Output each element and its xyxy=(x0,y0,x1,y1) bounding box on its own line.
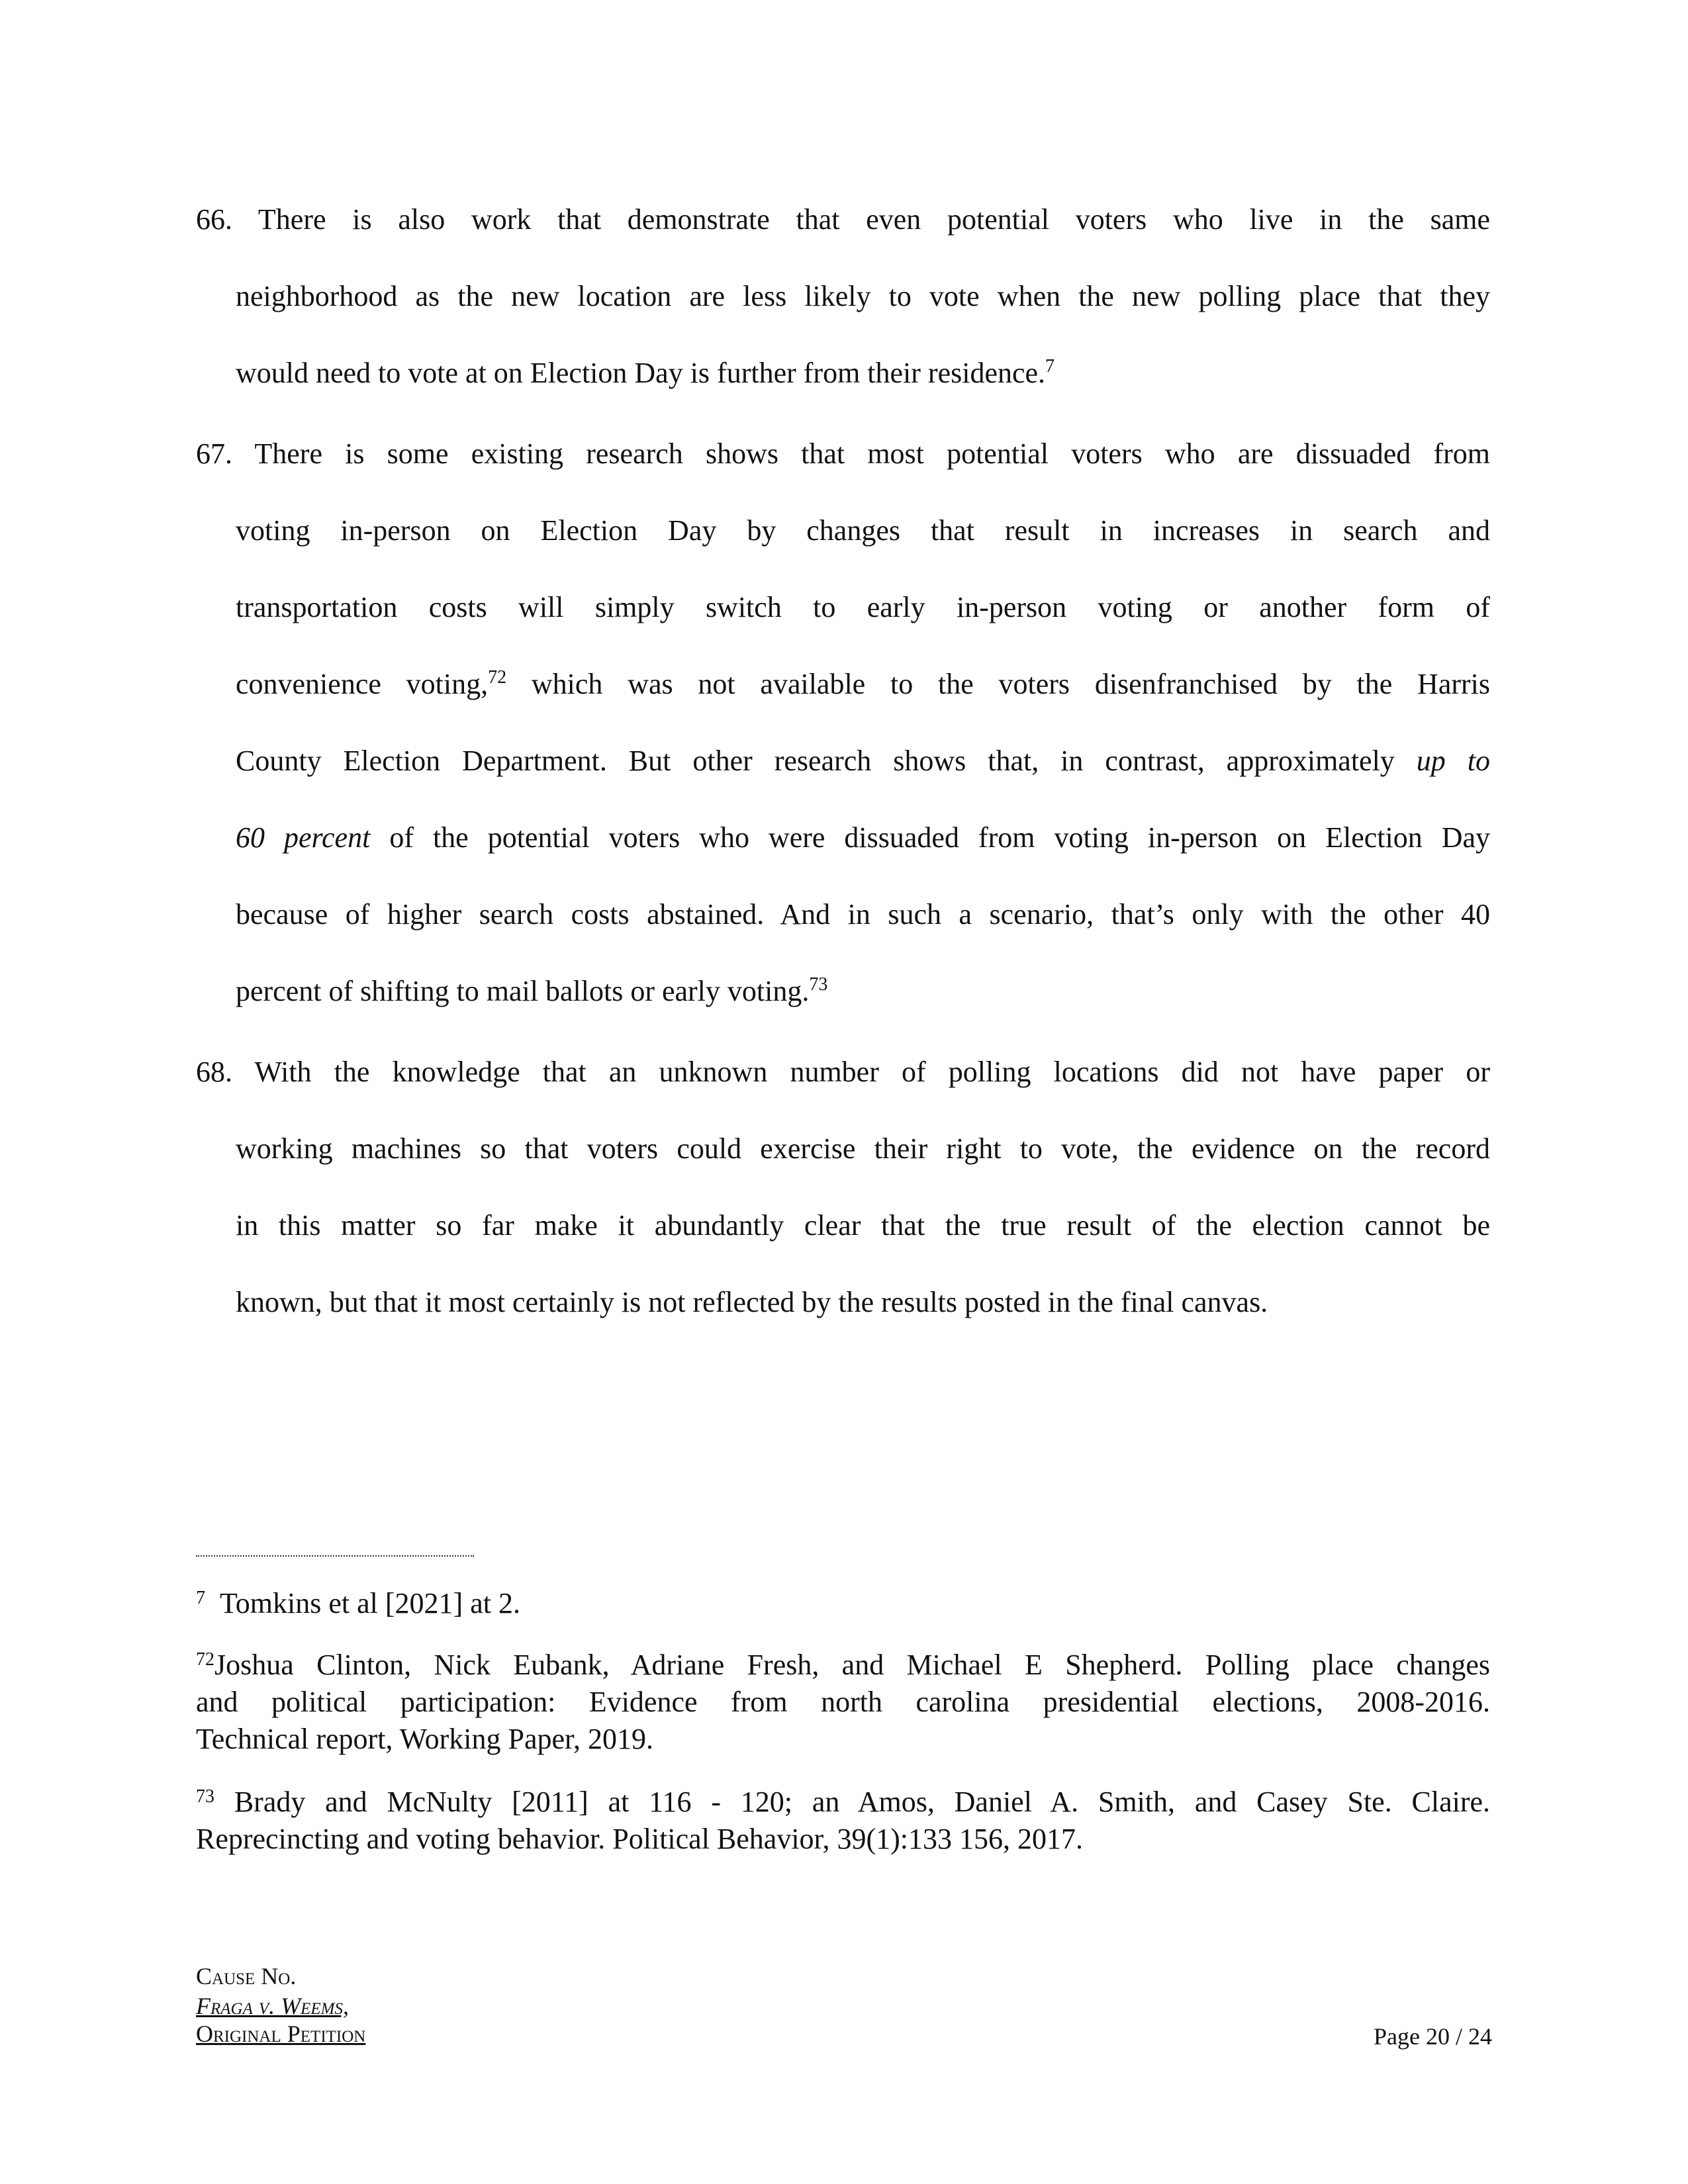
footer-case-name: Fraga v. Weems, xyxy=(196,1993,349,2019)
footnote-73 xyxy=(196,1784,1490,1858)
emphasis-up-to: up to xyxy=(1416,745,1490,777)
paragraph-67-line-6-text: of the potential voters who were dissuaded from voting in-person on Election Day xyxy=(389,821,1491,854)
paragraph-67-line-8-text: percent of shifting to mail ballots or early voting. xyxy=(236,975,810,1007)
paragraph-67-line-4-prefix: convenience voting, xyxy=(236,668,489,700)
paragraph-67-line-8 xyxy=(236,974,828,1007)
paragraph-67-line-5-text: County Election Department. But other research shows that, in contrast, approximately xyxy=(236,745,1395,777)
footnote-7-text: Tomkins et al [2021] at 2. xyxy=(220,1587,520,1619)
paragraph-68-line-4: known, but that it most certainly is not reflected by the results posted in the final canvas. xyxy=(236,1286,1268,1318)
paragraph-68-line-1: 68. With the knowledge that an unknown number of polling locations did not have paper or xyxy=(196,1056,1490,1088)
footnote-separator xyxy=(196,1555,474,1557)
footnote-7 xyxy=(196,1585,1490,1622)
paragraph-67-line-2: voting in-person on Election Day by changes that result in increases in search and xyxy=(236,514,1490,547)
paragraph-67-line-4 xyxy=(236,667,1490,700)
paragraph-66-line-1: 66. There is also work that demonstrate that even potential voters who live in the same xyxy=(196,203,1490,236)
footnote-73-line-2: Reprecincting and voting behavior. Political Behavior, 39(1):133 156, 2017. xyxy=(196,1823,1083,1855)
footnote-ref-72[interactable]: 72 xyxy=(488,667,507,688)
page-number: Page 20 / 24 xyxy=(1374,2023,1492,2050)
paragraph-68-line-3: in this matter so far make it abundantly clear that the true result of the election cannot be xyxy=(236,1209,1490,1242)
footnote-7-line-1 xyxy=(196,1585,1490,1622)
paragraph-67-line-5 xyxy=(236,747,1490,776)
footnote-73-number: 73 xyxy=(196,1786,214,1807)
footer-cause-number: Cause No. xyxy=(196,1963,297,1989)
paragraph-67-line-3: transportation costs will simply switch to early in-person voting or another form of xyxy=(236,591,1490,623)
footnote-73-line-1 xyxy=(196,1784,1490,1821)
footer-document-title: Original Petition xyxy=(196,2021,366,2047)
paragraph-67-line-1: 67. There is some existing research shows that most potential voters who are dissuaded from xyxy=(196,437,1490,470)
footnote-72-line-1 xyxy=(196,1647,1490,1684)
paragraph-66-line-3 xyxy=(236,356,1055,389)
footnote-72-line-2: and political participation: Evidence from north carolina presidential elections, 2008-2016. xyxy=(196,1686,1490,1718)
footnote-ref-73[interactable]: 73 xyxy=(809,974,828,995)
footnote-ref-7[interactable]: 7 xyxy=(1045,356,1055,377)
footnote-7-number: 7 xyxy=(196,1588,205,1608)
paragraph-68-line-2: working machines so that voters could exercise their right to vote, the evidence on the record xyxy=(236,1132,1490,1165)
paragraph-67-line-7: because of higher search costs abstained. And in such a scenario, that’s only with the other 40 xyxy=(236,898,1490,931)
footnote-73-text-1: Brady and McNulty [2011] at 116 - 120; an Amos, Daniel A. Smith, and Casey Ste. Claire. xyxy=(234,1786,1491,1818)
footnote-72-text-1: Joshua Clinton, Nick Eubank, Adriane Fresh, and Michael E Shepherd. Polling place changes xyxy=(214,1649,1490,1681)
footnote-72 xyxy=(196,1647,1490,1758)
footnote-72-number: 72 xyxy=(196,1649,214,1670)
footnote-72-line-3: Technical report, Working Paper, 2019. xyxy=(196,1723,653,1755)
paragraph-67-line-4-text: which was not available to the voters disenfranchised by the Harris xyxy=(531,668,1490,700)
paragraph-66-line-3-text: would need to vote at on Election Day is further from their residence. xyxy=(236,357,1046,389)
paragraph-67-line-6 xyxy=(236,823,1490,852)
emphasis-60-percent: 60 percent xyxy=(236,821,371,854)
paragraph-66-line-2: neighborhood as the new location are less likely to vote when the new polling place that they xyxy=(236,280,1490,312)
